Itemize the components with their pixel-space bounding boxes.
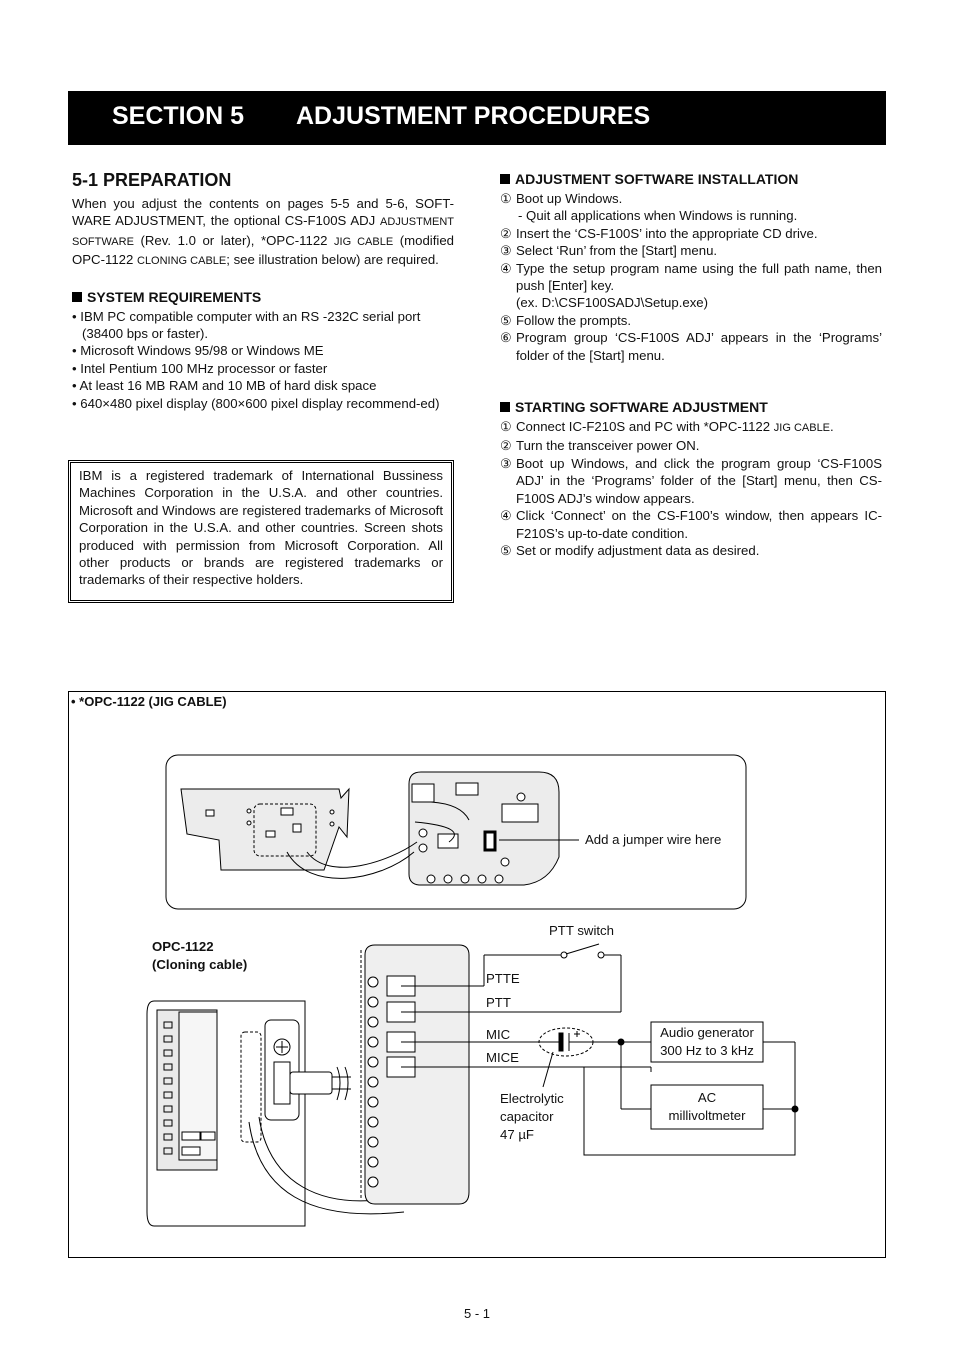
start-step: ⑤ Set or modify adjustment data as desired. bbox=[500, 542, 760, 558]
install-example: (ex. D:\CSF100SADJ\Setup.exe) bbox=[516, 295, 709, 311]
install-step: ⑤ Follow the prompts. bbox=[500, 312, 632, 328]
install-step: ④ Type the setup program name using the full path name, then push [Enter] key. bbox=[500, 260, 882, 294]
capacitor-label: Electrolytic bbox=[500, 1091, 564, 1106]
ac-meter-label: AC bbox=[697, 1090, 717, 1105]
section-number: SECTION 5 bbox=[112, 102, 244, 130]
sysreq-item: • Microsoft Windows 95/98 or Windows ME bbox=[72, 343, 324, 359]
trademark-notice: IBM is a registered trademark of International Bussiness Machines Corporation in the U.S.A. and other countries. Microsoft and Windows are registered trademarks of Microsoft Corporation in the U.S.A. and other countries. Screen shots produced with permission from Microsoft Corporation. All other products or brands are registered trademarks or trademarks of their respective holders. bbox=[68, 460, 454, 603]
section-title: ADJUSTMENT PROCEDURES bbox=[296, 102, 651, 130]
strain-relief bbox=[265, 1020, 299, 1120]
jumper-note: Add a jumper wire here bbox=[585, 832, 722, 847]
cable-label-sub: (Cloning cable) bbox=[152, 957, 248, 972]
ac-meter-label-sub: millivoltmeter bbox=[668, 1108, 746, 1123]
audio-generator-label: Audio generator bbox=[660, 1025, 754, 1040]
start-step: ① Connect IC-F210S and PC with *OPC-1122 JIG CABLE. bbox=[500, 419, 834, 435]
starting-heading: STARTING SOFTWARE ADJUSTMENT bbox=[500, 398, 882, 416]
install-step: ① Boot up Windows. bbox=[500, 191, 623, 206]
install-heading: ADJUSTMENT SOFTWARE INSTALLATION bbox=[500, 170, 882, 188]
jig-cable-figure bbox=[68, 691, 886, 1258]
pin-label-mice: MICE bbox=[486, 1050, 519, 1065]
square-bullet-icon bbox=[500, 174, 510, 184]
right-column bbox=[500, 170, 882, 559]
transceiver-plate bbox=[365, 945, 469, 1204]
page-number: 5 - 1 bbox=[463, 1306, 490, 1321]
square-bullet-icon bbox=[500, 402, 510, 412]
sysreq-item: • Intel Pentium 100 MHz processor or faster bbox=[72, 360, 328, 376]
ptt-switch-lever bbox=[566, 944, 599, 954]
audio-generator-range: 300 Hz to 3 kHz bbox=[660, 1043, 754, 1058]
square-bullet-icon bbox=[72, 292, 82, 302]
capacitor-plate-neg bbox=[559, 1033, 563, 1051]
start-step: ③ Boot up Windows, and click the program group ‘CS-F100S ADJ’ in the ‘Programs’ folder of the [Start] menu, then CS-F100S ADJ’s window appears. bbox=[500, 455, 882, 506]
install-step: ② Insert the ‘CS-F100S’ into the appropriate CD drive. bbox=[500, 225, 818, 241]
cable-label: OPC-1122 bbox=[152, 939, 214, 954]
pin-label-mic: MIC bbox=[486, 1027, 511, 1042]
start-step: ④ Click ‘Connect’ on the CS-F100’s window, then appears IC-F210S’s up-to-date condition. bbox=[500, 508, 882, 541]
start-step: ② Turn the transceiver power ON. bbox=[500, 438, 700, 454]
sysreq-item: • 640×480 pixel display (800×600 pixel display recommend-ed) bbox=[72, 395, 440, 411]
capacitor-label-2: capacitor bbox=[500, 1109, 554, 1124]
capacitor-value: 47 µF bbox=[500, 1127, 534, 1142]
pin-label-ptt: PTT bbox=[486, 995, 511, 1010]
install-step: ⑥ Program group ‘CS-F100S ADJ’ appears in the ‘Programs’ folder of the [Start] menu. bbox=[500, 330, 882, 363]
wiring-diagram bbox=[69, 692, 885, 1257]
left-column bbox=[72, 169, 454, 412]
ptt-switch-contact-a bbox=[561, 952, 567, 958]
intro-paragraph: When you adjust the contents on pages 5-5 and 5-6, SOFT-WARE ADJUSTMENT, the optional CS-F100S ADJ ADJUSTMENT SOFTWARE (Rev. 1.0 or later), *OPC-1122 JIG CABLE (modified OPC-1122 CLONING CABLE; see illustration below) are required. bbox=[72, 196, 454, 268]
sysreq-item: • IBM PC compatible computer with an RS -232C serial port (38400 bps or faster). bbox=[72, 308, 421, 342]
ptt-switch-label: PTT switch bbox=[549, 923, 614, 938]
ptt-switch-contact-b bbox=[598, 952, 604, 958]
figure-title: • *OPC-1122 (JIG CABLE) bbox=[71, 694, 227, 709]
section-banner bbox=[68, 91, 886, 145]
system-requirements-heading: SYSTEM REQUIREMENTS bbox=[72, 288, 454, 306]
install-substep: - Quit all applications when Windows is running. bbox=[518, 208, 798, 224]
install-step: ③ Select ‘Run’ from the [Start] menu. bbox=[500, 243, 718, 259]
pin-label-ptte: PTTE bbox=[486, 971, 520, 986]
preparation-heading: 5-1 PREPARATION bbox=[72, 170, 232, 190]
jumper-location bbox=[485, 832, 495, 850]
sysreq-item: • At least 16 MB RAM and 10 MB of hard disk space bbox=[72, 378, 377, 394]
